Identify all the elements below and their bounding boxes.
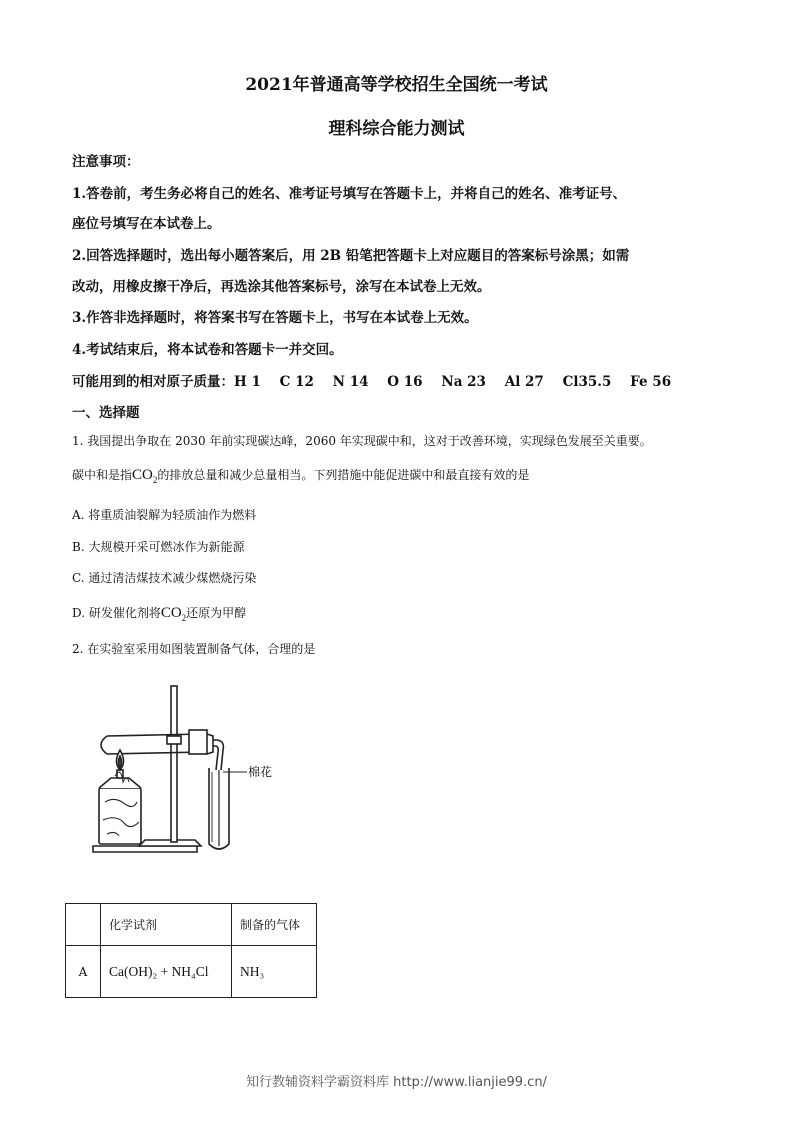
question-1-stem: 1. 我国提出争取在 2030 年前实现碳达峰，2060 年实现碳中和，这对于改善环境，实现绿色发展至关重要。 (72, 434, 652, 448)
option-b[interactable]: B. 大规模开采可燃冰作为新能源 (72, 540, 245, 554)
q1-line2-prefix: 碳中和是指 (72, 468, 133, 482)
table-header-row (66, 904, 317, 946)
option-a[interactable]: A. 将重质油裂解为轻质油作为燃料 (72, 508, 257, 522)
notice-item-2-line-1: 2.回答选择题时，选出每小题答案后，用 2B 铅笔把答题卡上对应题目的答案标号涂黑；如需 (72, 248, 630, 264)
table-header-reagent: 化学试剂 (101, 904, 232, 946)
question-1-stem-line-2 (72, 466, 529, 485)
row-a-label: A (66, 946, 101, 998)
question-2-stem: 2. 在实验室采用如图装置制备气体，合理的是 (72, 642, 316, 656)
table-header-empty (66, 904, 101, 946)
notice-item-1-line-2: 座位号填写在本试卷上。 (72, 216, 221, 232)
notice-item-2-line-2: 改动，用橡皮擦干净后，再选涂其他答案标号，涂写在本试卷上无效。 (72, 279, 491, 295)
notice-item-3: 3.作答非选择题时，将答案书写在答题卡上，书写在本试卷上无效。 (72, 310, 478, 326)
table-row (66, 946, 317, 998)
table-header-gas: 制备的气体 (232, 904, 317, 946)
co2-formula: $CO_2$ (160, 605, 187, 623)
notice-item-1-line-1: 1.答卷前，考生务必将自己的姓名、准考证号填写在答题卡上，并将自己的姓名、准考证号、 (72, 186, 627, 202)
atomic-masses: 可能用到的相对原子质量：H 1 C 12 N 14 O 16 Na 23 Al 27 Cl35.5 Fe 56 (72, 374, 672, 390)
exam-title: 2021年普通高等学校招生全国统一考试 (245, 75, 548, 95)
question-2-table (65, 903, 317, 998)
option-c[interactable]: C. 通过清洁煤技术减少煤燃烧污染 (72, 571, 257, 585)
co2-formula: $CO_2$ (132, 467, 158, 485)
row-a-gas: NH₃ (232, 946, 317, 998)
q1-line2-suffix: 的排放总量和减少总量相当。下列措施中能促进碳中和最直接有效的是 (157, 468, 530, 482)
row-a-reagent: Ca(OH)₂ + NH₄Cl (101, 946, 232, 998)
footer-watermark: 知行教辅资料学霸资料库 http://www.lianjie99.cn/ (246, 1075, 547, 1090)
cotton-label: 棉花 (248, 765, 273, 779)
section-heading: 一、选择题 (72, 405, 140, 421)
exam-subtitle: 理科综合能力测试 (328, 119, 465, 139)
notice-heading: 注意事项： (72, 154, 140, 170)
option-d[interactable]: D. 研发催化剂将$CO_2$还原为甲醇 (72, 605, 247, 623)
notice-item-4: 4.考试结束后，将本试卷和答题卡一并交回。 (72, 342, 343, 358)
